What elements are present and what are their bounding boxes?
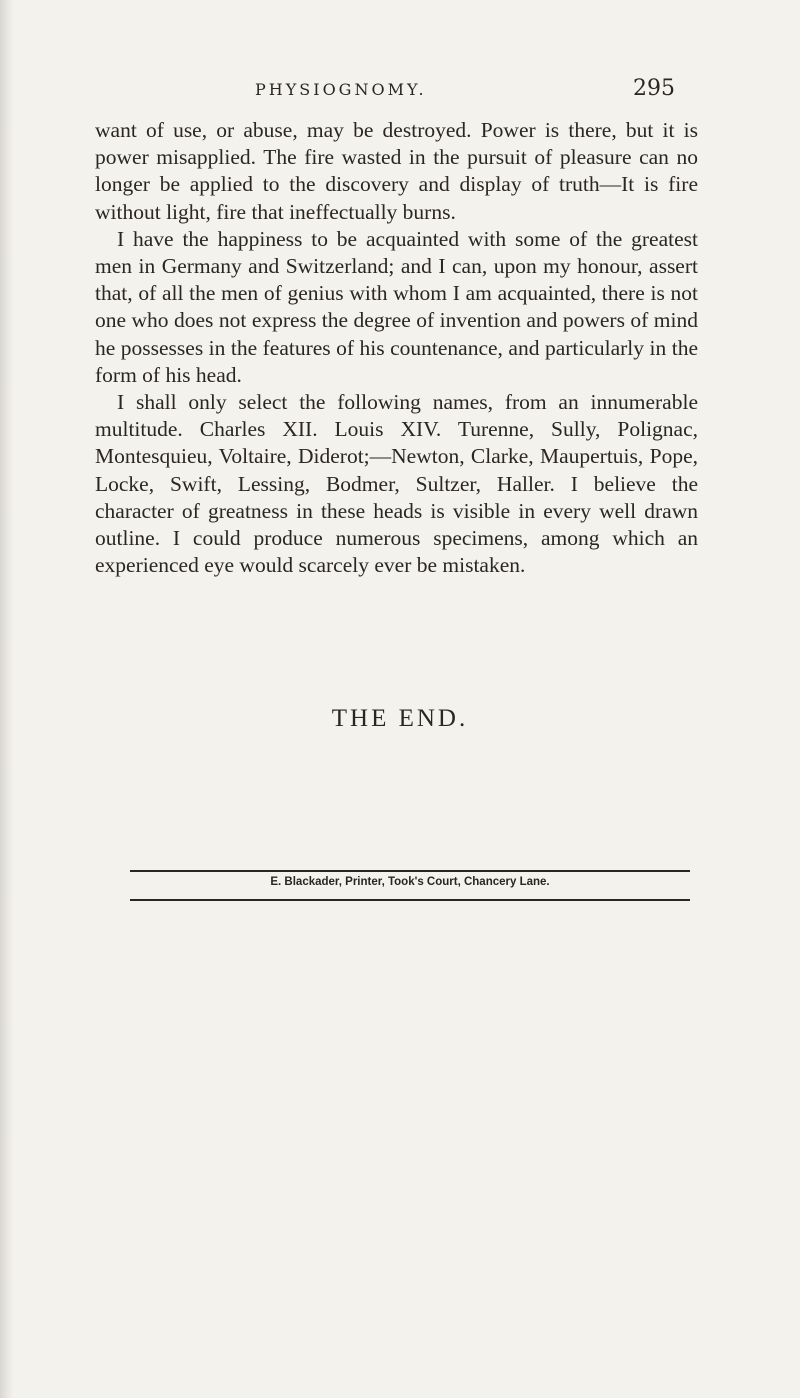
page-number: 295 — [633, 76, 675, 101]
paragraph: I have the happiness to be acquainted with some of the greatest men in Germany and Switzerland; and I can, upon my honour, assert that, of all the men of genius with whom I am acquainted, there is not one who does not express the degree of invention and powers of mind he possesses in the features of his countenance, and particularly in the form of his head. — [95, 226, 698, 387]
printer-imprint: E. Blackader, Printer, Took's Court, Chancery Lane. — [270, 876, 550, 888]
paragraph-continuation: want of use, or abuse, may be destroyed. Power is there, but it is power misapplied. The fire wasted in the pursuit of pleasure can no longer be applied to the discovery and display of truth—It is fire without light, fire that ineffectually burns. — [95, 118, 698, 224]
paragraph: I shall only select the following names, from an innumerable multitude. Charles XII. Louis XIV. Turenne, Sully, Polignac, Montesquieu, Voltaire, Diderot;—Newton, Clarke, Maupertuis, Pope, Locke, Swift, Lessing, Bodmer, Sultzer, Haller. I believe the character of greatness in these heads is visible in every well drawn outline. I could produce numerous specimens, among which an experienced eye would scarcely ever be mistaken. — [95, 390, 698, 578]
running-head: PHYSIOGNOMY. — [255, 80, 427, 99]
page-edge-shadow — [0, 0, 14, 1398]
imprint-rule-top — [130, 870, 690, 872]
page-header — [255, 76, 675, 110]
body-text — [95, 117, 698, 579]
imprint-rule-bottom — [130, 899, 690, 901]
end-title: THE END. — [331, 705, 469, 732]
